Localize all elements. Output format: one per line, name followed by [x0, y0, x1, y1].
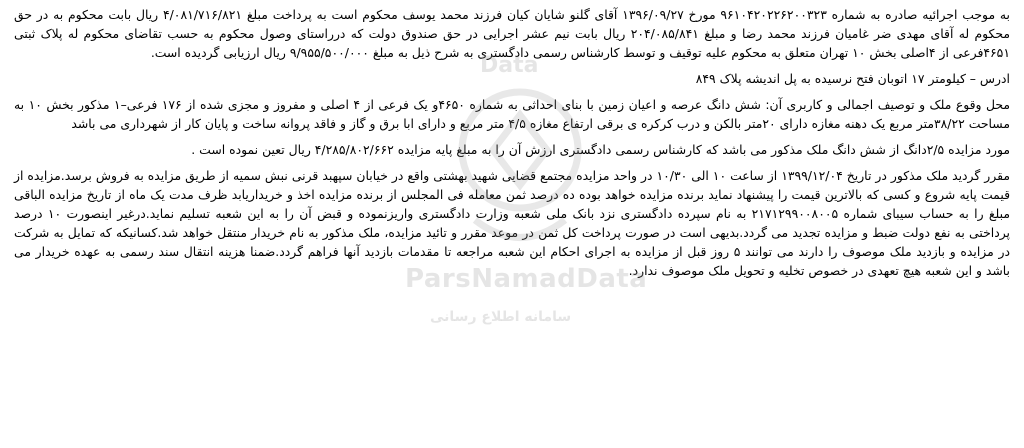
watermark-brand-text: ParsNamadData: [405, 264, 648, 294]
paragraph-property-description: محل وقوع ملک و توصیف اجمالی و کاربری آن: شش دانگ عرصه و اعیان زمین با بنای احداثی به شماره ۴۶۵۰و یک فرعی از ۴ اصلی و مفروز و مجزی شده از ۱۷۶ فرعی–۱ مذکور بخش ۱۰ به مساحت ۳۸/۲۲متر مربع یک دهنه مغازه دارای ۲۰متر بالکن و درب کرکره ی برقی ارتفاع مغازه ۴/۵ متر مربع و دارای ابا برق و گاز و فاقد پروانه ساخت و پایان کار از شهرداری می باشد: [14, 97, 1011, 131]
paragraph-auction-terms: مقرر گردید ملک مذکور در تاریخ ۱۳۹۹/۱۲/۰۴ از ساعت ۱۰ الی ۱۰/۳۰ در واحد مزایده مجتمع قضایی شهید بهشتی واقع در خیابان سپهبد قرنی نبش سمیه از طریق مزایده به فروش برسد.مزایده از قیمت پایه شروع و کسی که بالاترین قیمت را پیشنهاد نماید برنده مزایده خواهد بوده ده درصد ثمن معامله فی المجلس از برنده مزایده اخذ و خریداریابد ظرف مدت یک ماه از تاریخ مزایده الباقی مبلغ را به حساب سیبای شماره ۲۱۷۱۲۹۹۰۰۸۰۰۵ به نام سپرده دادگستری نزد بانک ملی شعبه وزارت دادگستری واریزنموده و قبض آن را به این شعبه تسلیم نماید.درغیر اینصورت ۱۰ درصد پرداختی به نفع دولت ضبط و مزایده تجدید می گردد.بدیهی است در صورت پرداخت کل ثمن در موعد مقرر و تائید مزایده، ملک مذکور به نام خریدار منتقل خواهد شد.کسانیکه که تمایل به شرکت در مزایده و بازدید ملک موصوف را دارند می توانند ۵ روز قبل از مزایده به اجرای احکام این شعبه مراجعه تا مقدمات بازدید آنها فراهم گردد.ضمنا هزینه انتقال سند رسمی به عهده خریدار می باشد و این شعبه هیچ تعهدی در خصوص تخلیه و تحویل ملک موصوف ندارد.: [14, 168, 1010, 278]
paragraph-address: ادرس – کیلومتر ۱۷ اتوبان فتح نرسیده به پل اندیشه پلاک ۸۴۹: [695, 71, 1010, 86]
watermark-top-text: Data: [480, 53, 539, 78]
paragraph-auction-subject: مورد مزایده ۲/۵دانگ از شش دانگ ملک مذکور می باشد که کارشناس رسمی دادگستری ارزش آن را به مبلغ پایه مزایده ۴/۲۸۵/۸۰۲/۶۶۲ ریال تعین نموده است .: [191, 142, 1010, 157]
watermark-sub-text: سامانه اطلاع رسانی: [430, 309, 572, 325]
paragraph-execution-order: به موجب اجرائیه صادره به شماره ۹۶۱۰۴۲۰۲۲۶۲۰۰۳۲۳ مورخ ۱۳۹۶/۰۹/۲۷ آقای گلنو شایان کیان فرزند محمد یوسف محکوم است به پرداخت مبلغ ۴/۰۸۱/۷۱۶/۸۲۱ ریال بابت محکوم به در حق محکوم له آقای مهدی ضر غامیان فرزند محمد رضا و مبلغ ۲۰۴/۰۸۵/۸۴۱ ریال بابت نیم عشر اجرایی در حق صندوق دولت که درراستای وصول محکوم به حسب تقاضای محکوم له پلاک ثبتی ۴۶۵۱فرعی از ۴اصلی بخش ۱۰ تهران متعلق به محکوم علیه توقیف و توسط کارشناس رسمی دادگستری به شرح ذیل به مبلغ ۹/۹۵۵/۵۰۰/۰۰۰ ریال ارزیابی گردیده است.: [14, 7, 1010, 60]
